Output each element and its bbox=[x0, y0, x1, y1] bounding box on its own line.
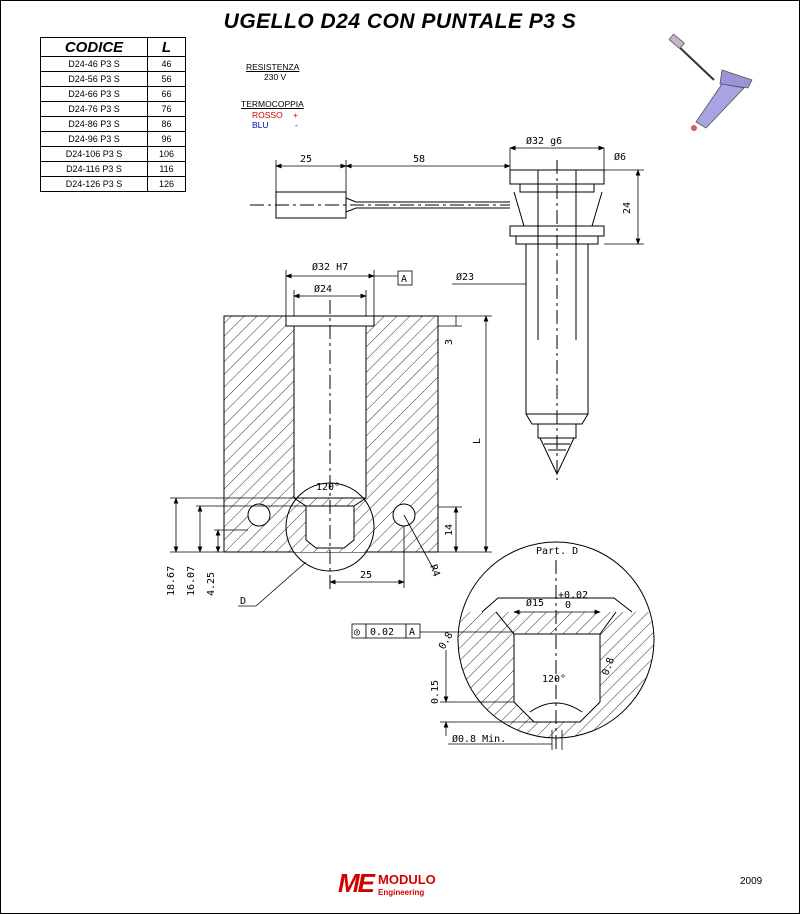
coaxiality-datum: A bbox=[409, 627, 416, 638]
modulo-logo-me: ME bbox=[338, 868, 373, 898]
l-cell: 46 bbox=[148, 57, 186, 72]
dim-23: Ø23 bbox=[456, 272, 475, 283]
l-cell: 86 bbox=[148, 117, 186, 132]
dim-32h7: Ø32 H7 bbox=[312, 262, 349, 273]
legend-termocoppia: TERMOCOPPIA bbox=[241, 99, 304, 109]
legend-resistenza: RESISTENZA bbox=[246, 62, 300, 72]
dim-4-25: 4.25 bbox=[206, 571, 217, 596]
l-cell: 106 bbox=[148, 147, 186, 162]
cavity-section bbox=[224, 300, 438, 590]
l-cell: 76 bbox=[148, 102, 186, 117]
part-d-title: Part. D bbox=[536, 546, 579, 557]
legend-blu: BLU bbox=[252, 120, 269, 130]
dim-25-holes: 25 bbox=[360, 570, 373, 581]
code-cell: D24-106 P3 S bbox=[41, 147, 148, 162]
dim-32g6: Ø32 g6 bbox=[526, 136, 563, 147]
legend-voltage: 230 V bbox=[264, 72, 287, 82]
coaxiality-symbol: ◎ bbox=[354, 627, 361, 638]
l-cell: 96 bbox=[148, 132, 186, 147]
dim-l: L bbox=[472, 437, 483, 444]
code-cell: D24-126 P3 S bbox=[41, 177, 148, 192]
modulo-logo-engineering: Engineering bbox=[378, 888, 425, 897]
code-cell: D24-86 P3 S bbox=[41, 117, 148, 132]
header-codice: CODICE bbox=[41, 38, 148, 57]
code-cell: D24-56 P3 S bbox=[41, 72, 148, 87]
drawing-title: UGELLO D24 CON PUNTALE P3 S bbox=[223, 10, 577, 33]
l-cell: 116 bbox=[148, 162, 186, 177]
code-cell: D24-46 P3 S bbox=[41, 57, 148, 72]
code-cell: D24-76 P3 S bbox=[41, 102, 148, 117]
code-cell: D24-96 P3 S bbox=[41, 132, 148, 147]
radius-r4: R4 bbox=[427, 563, 442, 579]
code-cell: D24-66 P3 S bbox=[41, 87, 148, 102]
dim-3: 3 bbox=[444, 338, 455, 345]
angle-120: 120° bbox=[316, 482, 341, 493]
nozzle-3d-thumbnail bbox=[669, 34, 752, 131]
tolerance-lower: 0 bbox=[565, 600, 572, 611]
l-cell: 56 bbox=[148, 72, 186, 87]
legend-rosso-sign: + bbox=[293, 110, 298, 120]
dim-58: 58 bbox=[413, 154, 426, 165]
dim-0-8-min: Ø0.8 Min. bbox=[452, 734, 507, 745]
tolerance-upper: +0.02 bbox=[558, 590, 589, 601]
header-l: L bbox=[148, 38, 186, 57]
dim-24-height: 24 bbox=[622, 201, 633, 214]
legend-rosso: ROSSO bbox=[252, 110, 283, 120]
dim-15: Ø15 bbox=[526, 598, 545, 609]
l-cell: 126 bbox=[148, 177, 186, 192]
detail-d-label: D bbox=[240, 596, 247, 607]
dim-0-8-right: 0.8 bbox=[600, 656, 617, 678]
datum-a-label: A bbox=[401, 274, 408, 285]
angle-120-detail: 120° bbox=[542, 674, 567, 685]
dim-0-8-chamfer: 0.8 bbox=[437, 630, 456, 652]
dim-24-bore: Ø24 bbox=[314, 284, 333, 295]
detail-d-view bbox=[456, 542, 656, 752]
coaxiality-tolerance: 0.02 bbox=[370, 627, 395, 638]
l-cell: 66 bbox=[148, 87, 186, 102]
legend-blu-sign: - bbox=[295, 120, 298, 130]
dim-14: 14 bbox=[444, 523, 455, 536]
code-cell: D24-116 P3 S bbox=[41, 162, 148, 177]
dim-16-07: 16.07 bbox=[186, 565, 197, 596]
modulo-logo-text: MODULO bbox=[378, 872, 436, 887]
dim-25: 25 bbox=[300, 154, 313, 165]
dim-0-15: 0.15 bbox=[430, 679, 441, 704]
dim-18-67: 18.67 bbox=[166, 565, 177, 596]
dim-6: Ø6 bbox=[614, 152, 627, 163]
drawing-year: 2009 bbox=[740, 876, 763, 887]
